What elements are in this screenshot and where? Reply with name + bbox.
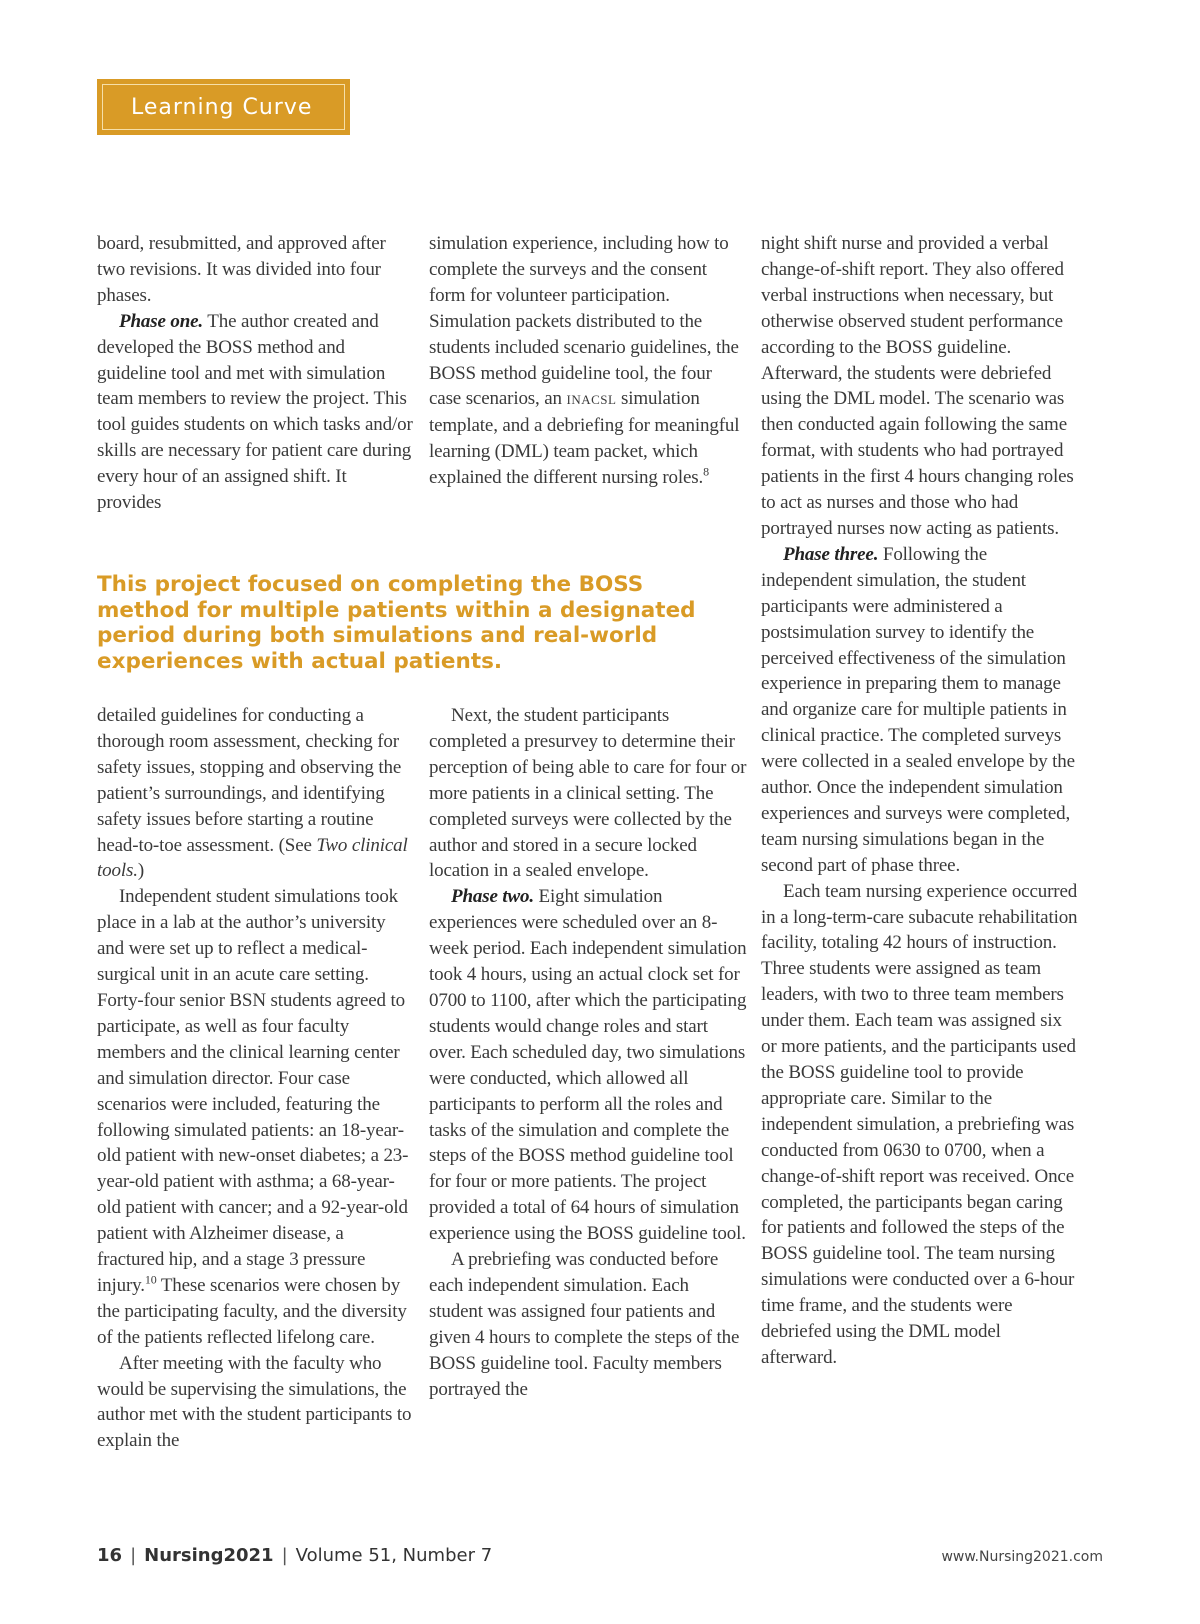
divider: | bbox=[130, 1545, 137, 1566]
pull-quote: This project focused on completing the BOSS method for multiple patients within a designated period during both simulations and real-world experiences with actual patients. bbox=[97, 572, 696, 674]
footer-folio bbox=[97, 1545, 492, 1566]
phase-heading: Phase one. bbox=[119, 310, 204, 332]
paragraph: night shift nurse and provided a verbal change-of-shift report. They also offered verbal instructions when necessary, but otherwise observed student performance according to the BOSS guideline. Afterward, the students were debriefed using the DML model. The scenario was then conducted again following the same format, with students who had portrayed patients in the first 4 hours changing roles to act as nurses and those who had portrayed nurses now acting as patients. bbox=[761, 233, 1074, 539]
paragraph: board, resubmitted, and approved after two revisions. It was divided into four phases. bbox=[97, 233, 386, 306]
paragraph: A prebriefing was conducted before each independent simulation. Each student was assigned four patients and given 4 hours to complete the steps of the BOSS guideline tool. Faculty members portrayed the bbox=[429, 1249, 740, 1400]
phase-heading: Phase two. bbox=[451, 886, 534, 908]
website-link[interactable]: www.Nursing2021.com bbox=[941, 1549, 1103, 1565]
paragraph: detailed guidelines for conducting a thorough room assessment, checking for safety issues, stopping and observing the patient’s surroundings, and identifying safety issues before starting a routine head-to-toe assessment. (See Two clinical tools.) bbox=[97, 705, 408, 882]
paragraph: Phase two. Eight simulation experiences were scheduled over an 8-week period. Each independent simulation took 4 hours, using an actual clock set for 0700 to 1100, after which the participating students would change roles and start over. Each scheduled day, two simulations were conducted, which allowed all participants to perform all the roles and tasks of the simulation and complete the steps of the BOSS method guideline tool for four or more patients. The project provided a total of 64 hours of simulation experience using the BOSS guideline tool. bbox=[429, 886, 747, 1245]
paragraph: After meeting with the faculty who would be supervising the simulations, the author met with the student participants to explain the bbox=[97, 1352, 412, 1452]
citation: 10 bbox=[144, 1272, 157, 1287]
page-number: 16 bbox=[97, 1545, 123, 1566]
paragraph: simulation experience, including how to complete the surveys and the consent form for volunteer participation. Simulation packets distributed to the students included scenario guidelines, the BOSS method guideline tool, the four case scenarios, an INACSL simulation template, and a debriefing for meaningful learning (DML) team packet, which explained the different nursing roles.$^8$ bbox=[429, 233, 740, 489]
phase-heading: Phase three. bbox=[783, 543, 879, 565]
paragraph: Next, the student participants completed a presurvey to determine their perception of being able to care for four or more patients in a clinical setting. The completed surveys were collected by the author and stored in a secure locked location in a sealed envelope. bbox=[429, 705, 747, 882]
column-3 bbox=[761, 231, 1079, 1371]
paragraph: Phase one. The author created and developed the BOSS method and guideline tool and met with simulation team members to review the project. This tool guides students on which tasks and/or skills are necessary for patient care during every hour of an assigned shift. It provides bbox=[97, 310, 413, 514]
section-tag-label: Learning Curve bbox=[102, 84, 345, 130]
column-2-top bbox=[429, 231, 747, 491]
paragraph: Each team nursing experience occurred in a long-term-care subacute rehabilitation facility, totaling 42 hours of instruction. Three students were assigned as team leaders, with two to three team members under them. Each team was assigned six or more patients, and the participants used the BOSS guideline tool to provide appropriate care. Similar to the independent simulation, a prebriefing was conducted from 0630 to 0700, when a change-of-shift report was received. Once completed, the participants began caring for patients and followed the steps of the BOSS guideline tool. The team nursing simulations were conducted over a 6-hour time frame, and the students were debriefed using the DML model afterward. bbox=[761, 880, 1078, 1368]
paragraph: Independent student simulations took place in a lab at the author’s university and were set up to reflect a medical-surgical unit in an acute care setting. Forty-four senior BSN students agreed to participate, as well as four faculty members and the clinical learning center and simulation director. Four case scenarios were included, featuring the following simulated patients: an 18-year-old patient with new-onset diabetes; a 23-year-old patient with asthma; a 68-year-old patient with cancer; and a 92-year-old patient with Alzheimer disease, a fractured hip, and a stage 3 pressure injury.$^{10}$ These scenarios were chosen by the participating faculty, and the diversity of the patients reflected lifelong care. bbox=[97, 886, 409, 1348]
section-tag bbox=[97, 79, 350, 135]
cross-reference: Two clinical tools. bbox=[97, 834, 408, 882]
paragraph: Phase three. Following the independent simulation, the student participants were administered a postsimulation survey to identify the perceived effectiveness of the simulation experience in preparing them to manage and organize care for multiple patients in clinical practice. The completed surveys were collected in a sealed envelope by the author. Once the independent simulation experiences and surveys were completed, team nursing simulations began in the second part of phase three. bbox=[761, 543, 1075, 876]
column-1-top bbox=[97, 231, 415, 516]
magazine-name: Nursing2021 bbox=[144, 1545, 274, 1566]
column-2-bottom bbox=[429, 703, 747, 1402]
column-1-bottom bbox=[97, 703, 415, 1454]
citation: 8 bbox=[703, 464, 709, 479]
divider: | bbox=[281, 1545, 288, 1566]
issue-info: Volume 51, Number 7 bbox=[295, 1545, 493, 1566]
